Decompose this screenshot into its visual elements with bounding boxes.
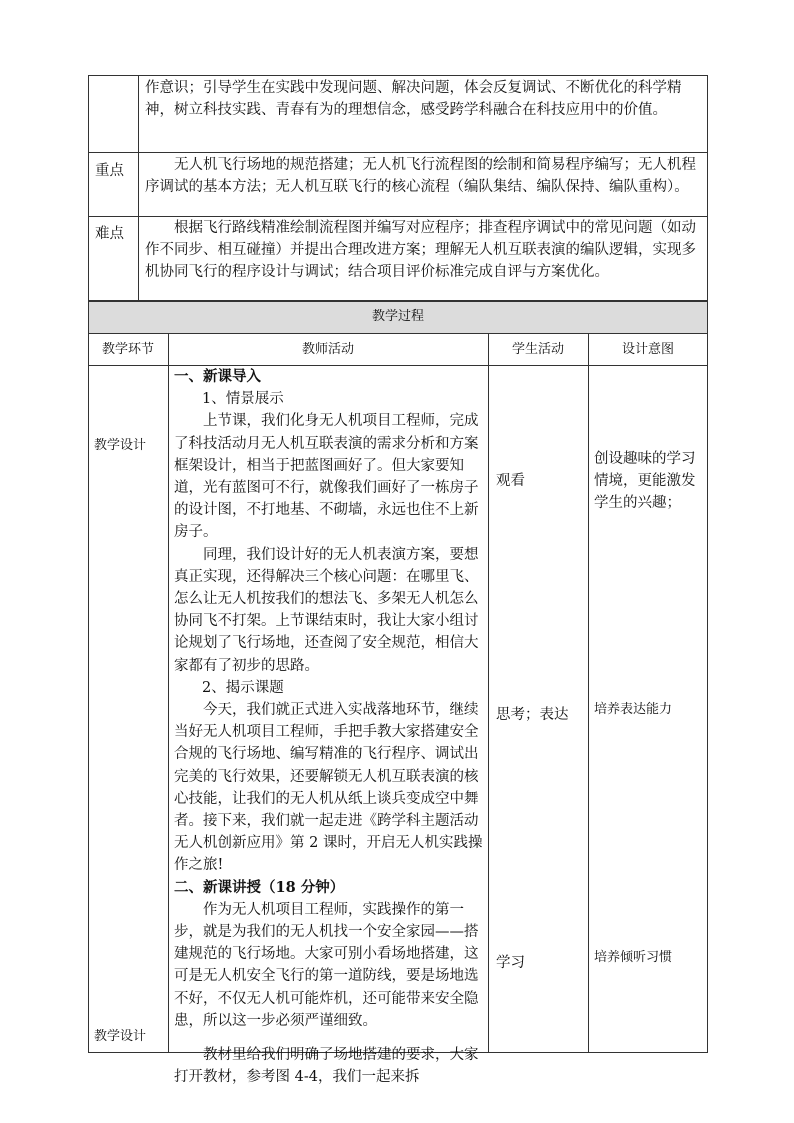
top-table-label-divider	[138, 75, 139, 301]
paragraph-3: 今天，我们就正式进入实战落地环节，继续当好无人机项目工程师，手把手教大家搭建安全合规的飞行场地、编写精准的飞行程序、调试出完美的飞行效果，还要解锁无人机互联表演的核心技能，让我们的无人机从纸上谈兵变成空中舞者。接下来，我们就一起走进《跨学科主题活动无人机创新应用》第 2 课时，开启无人机实践操作之旅!	[174, 702, 483, 874]
column-header-student: 学生活动	[511, 342, 564, 357]
col-divider-2	[488, 333, 489, 1053]
column-header-intent: 设计意图	[621, 342, 674, 357]
key-label: 重点	[95, 163, 124, 179]
process-header: 教学过程	[371, 309, 424, 324]
subheading-scenario: 1、情景展示	[202, 391, 284, 408]
student-activity-watch: 观看	[496, 473, 525, 489]
teacher-activity	[174, 366, 486, 1086]
student-activity-think: 思考；表达	[496, 707, 569, 723]
subheading-topic: 2、揭示课题	[202, 679, 284, 696]
stage-label-top: 教学设计	[94, 438, 147, 453]
stage-label-bottom: 教学设计	[94, 1029, 147, 1044]
section2-title: 二、新课讲授（18 分钟）	[174, 878, 345, 896]
paragraph-1: 上节课，我们化身无人机项目工程师，完成了科技活动月无人机互联表演的需求分析和方案框架设计，相当于把蓝图画好了。但大家要知道，光有蓝图可不行，就像我们画好了一栋房子的设计图，不打地基、不砌墙，永远也住不上新房子。	[174, 413, 479, 541]
row-divider-key	[88, 152, 708, 153]
section1-title: 一、新课导入	[174, 368, 261, 385]
column-header-teacher: 教师活动	[301, 342, 354, 357]
design-intent-1: 创设趣味的学习情境，更能激发学生的兴趣；	[594, 451, 696, 512]
paragraph-5: 教材里给我们明确了场地搭建的要求，大家打开教材，参考图 4-4，我们一起来拆	[174, 1047, 479, 1086]
design-intent-3: 培养倾听习惯	[594, 950, 673, 965]
col-divider-3	[588, 333, 589, 1053]
intro-text: 作意识；引导学生在实践中发现问题、解决问题，体会反复调试、不断优化的科学精神，树立科技实践、青春有为的理想信念，感受跨学科融合在科技应用中的价值。	[145, 80, 682, 119]
key-text: 无人机飞行场地的规范搭建；无人机飞行流程图的绘制和简易程序编写；无人机程序调试的基本方法；无人机互联飞行的核心流程（编队集结、编队保持、编队重构）。	[145, 157, 696, 196]
col-divider-1	[168, 333, 169, 1053]
design-intent-2: 培养表达能力	[594, 702, 673, 717]
paragraph-2: 同理，我们设计好的无人机表演方案，要想真正实现，还得解决三个核心问题：在哪里飞、怎么让无人机按我们的想法飞、多架无人机怎么协同飞不打架。上节课结束时，我让大家小组讨论规划了飞行场地，还查阅了安全规范，相信大家都有了初步的思路。	[174, 546, 479, 674]
paragraph-4: 作为无人机项目工程师，实践操作的第一步，就是为我们的无人机找一个安全家园——搭建规范的飞行场地。大家可别小看场地搭建，这可是无人机安全飞行的第一道防线，要是场地选不好，不仅无人机可能炸机，还可能带来安全隐患，所以这一步必须严谨细致。	[174, 901, 479, 1029]
student-activity-learn: 学习	[496, 955, 525, 971]
difficulty-text: 根据飞行路线精准绘制流程图并编写对应程序；排查程序调试中的常见问题（如动作不同步、相互碰撞）并提出合理改进方案；理解无人机互联表演的编队逻辑，实现多机协同飞行的程序设计与调试；结合项目评价标准完成自评与方案优化。	[145, 220, 696, 281]
column-header-stage: 教学环节	[101, 342, 154, 357]
difficulty-label: 难点	[95, 226, 124, 242]
